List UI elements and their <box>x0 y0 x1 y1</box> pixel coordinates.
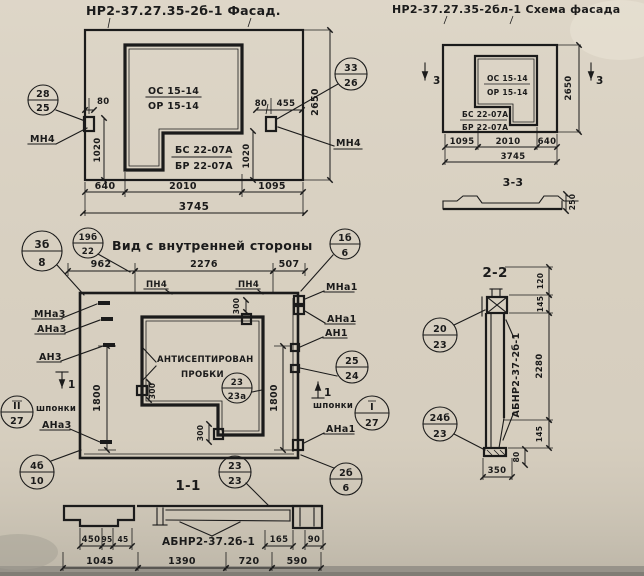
dim-165: 165 <box>269 535 289 545</box>
dim-2010: 2010 <box>495 137 521 147</box>
ana3-label-a: АНа3 <box>37 324 67 335</box>
dim-145-top: 145 <box>536 295 545 313</box>
dim-1045: 1045 <box>86 556 114 567</box>
callout-top: 24б <box>429 413 451 424</box>
antiseptic-note-line2: ПРОБКИ <box>181 370 224 380</box>
ana3-label-b: АНа3 <box>42 420 72 431</box>
callout-top: 25 <box>345 356 359 367</box>
s11-part-label: АБНР2-37.2б-1 <box>162 536 256 548</box>
callout-bottom: 26 <box>344 78 358 89</box>
callout-bottom: 6 <box>342 483 350 494</box>
an3-label: АН3 <box>39 352 62 363</box>
dim-120: 120 <box>536 272 545 290</box>
callout-top: 33 <box>344 63 358 74</box>
callout-top: 2б <box>339 468 353 479</box>
facade-title: НР2-37.27.35-2б-1 Фасад. <box>86 3 281 18</box>
callout-top: 23 <box>228 461 242 472</box>
callout-bottom: 10 <box>30 476 44 487</box>
section-mark-1-right: 1 <box>324 387 332 399</box>
callout-top: 23 <box>230 378 244 388</box>
callout-28-25 <box>28 85 58 115</box>
callout-bottom: 23 <box>228 476 242 487</box>
mn4-label-left: МН4 <box>30 134 55 145</box>
dim-80-right: 80 <box>254 99 268 109</box>
dim-1800-right: 1800 <box>269 384 280 412</box>
section-mark-3-right: 3 <box>596 75 604 87</box>
dim-2650: 2650 <box>564 75 574 101</box>
dim-1800-left: 1800 <box>92 384 103 412</box>
callout-bottom: 23а <box>227 392 247 402</box>
callout-bottom: 24 <box>345 371 359 382</box>
mark-os: ОС 15-14 <box>148 86 200 97</box>
mna3-label: МНа3 <box>34 309 66 320</box>
callout-I-27 <box>355 396 389 430</box>
callout-33-26 <box>335 58 367 90</box>
mark-bs: БС 22-07А <box>462 110 509 119</box>
section-2-2-title: 2-2 <box>482 265 508 281</box>
an1-label: АН1 <box>325 328 348 339</box>
dim-250: 250 <box>568 193 577 211</box>
mna1-label: МНа1 <box>326 282 358 293</box>
callout-top: 28 <box>36 89 50 100</box>
dim-1020-left: 1020 <box>93 137 103 163</box>
mark-br: БР 22-07А <box>462 123 509 132</box>
dim-95: 95 <box>101 535 113 544</box>
callout-bottom: 6 <box>341 248 349 259</box>
antiseptic-note-line1: АНТИСЕПТИРОВАН <box>157 355 254 365</box>
section-3-3-label: 3-3 <box>502 176 524 189</box>
mark-or: ОР 15-14 <box>487 88 528 97</box>
callout-top: II <box>13 401 21 412</box>
callout-top: 19б <box>78 233 98 243</box>
shponki-label-right: шпонки <box>313 401 354 411</box>
section-1-1-label: 1-1 <box>175 478 201 494</box>
shponki-label-left: шпонки <box>36 404 77 414</box>
dim-350: 350 <box>487 466 507 476</box>
dim-590: 590 <box>286 556 308 567</box>
s22-part-label: АБНР2-37-2б-1 <box>511 332 522 418</box>
mark-os: ОС 15-14 <box>487 74 528 83</box>
dim-2276: 2276 <box>190 259 218 270</box>
dim-80: 80 <box>512 451 521 463</box>
callout-bottom: 23 <box>433 340 447 351</box>
callout-top: 20 <box>433 324 447 335</box>
callout-top: 4б <box>30 461 44 472</box>
dim-2650: 2650 <box>310 88 321 116</box>
inner-view-title: Вид с внутренней стороны <box>112 238 313 253</box>
mark-br: БР 22-07А <box>175 161 233 172</box>
ana1-label-b: АНа1 <box>326 424 356 435</box>
dim-2010: 2010 <box>169 181 197 192</box>
dim-1095: 1095 <box>449 137 475 147</box>
section-mark-1-left: 1 <box>68 379 76 391</box>
dim-2280: 2280 <box>535 353 545 379</box>
callout-bottom: 27 <box>10 416 24 427</box>
pn4-label-b: ПН4 <box>238 280 260 290</box>
dim-640: 640 <box>94 181 116 192</box>
dim-45: 45 <box>117 535 129 544</box>
mark-bs: БС 22-07А <box>175 145 233 156</box>
callout-bottom: 25 <box>36 103 50 114</box>
mark-or: ОР 15-14 <box>148 101 200 112</box>
schema-title: НР2-37.27.35-2бл-1 Схема фасада <box>392 3 621 16</box>
callout-top: I <box>370 402 374 413</box>
section-mark-3-left: 3 <box>433 75 441 87</box>
dim-3745: 3745 <box>178 201 210 213</box>
dim-720: 720 <box>238 556 260 567</box>
dim-80-left: 80 <box>97 97 110 107</box>
dim-507: 507 <box>278 259 300 270</box>
dim-1095: 1095 <box>258 181 286 192</box>
mn4-label-right: МН4 <box>336 138 361 149</box>
dim-1020-right: 1020 <box>242 143 252 169</box>
dim-450: 450 <box>81 535 101 545</box>
dim-300-left: 300 <box>148 382 157 400</box>
dim-90: 90 <box>307 535 321 545</box>
callout-bottom: 27 <box>365 418 379 429</box>
callout-bottom: 8 <box>38 257 46 269</box>
dim-300-top: 300 <box>232 297 241 315</box>
dim-962: 962 <box>90 259 112 270</box>
dim-640: 640 <box>537 137 557 147</box>
dim-300-bottom: 300 <box>196 424 205 442</box>
dim-3745: 3745 <box>500 152 526 162</box>
pn4-label-a: ПН4 <box>146 280 168 290</box>
dim-145-bottom: 145 <box>535 425 544 443</box>
callout-top: 1б <box>338 233 352 244</box>
ana1-label-a: АНа1 <box>327 314 357 325</box>
dim-1390: 1390 <box>168 556 196 567</box>
callout-bottom: 23 <box>433 429 447 440</box>
callout-bottom: 22 <box>81 247 95 257</box>
callout-top: 3б <box>34 239 50 251</box>
callout-II-27 <box>1 396 33 428</box>
dim-455: 455 <box>276 99 296 109</box>
